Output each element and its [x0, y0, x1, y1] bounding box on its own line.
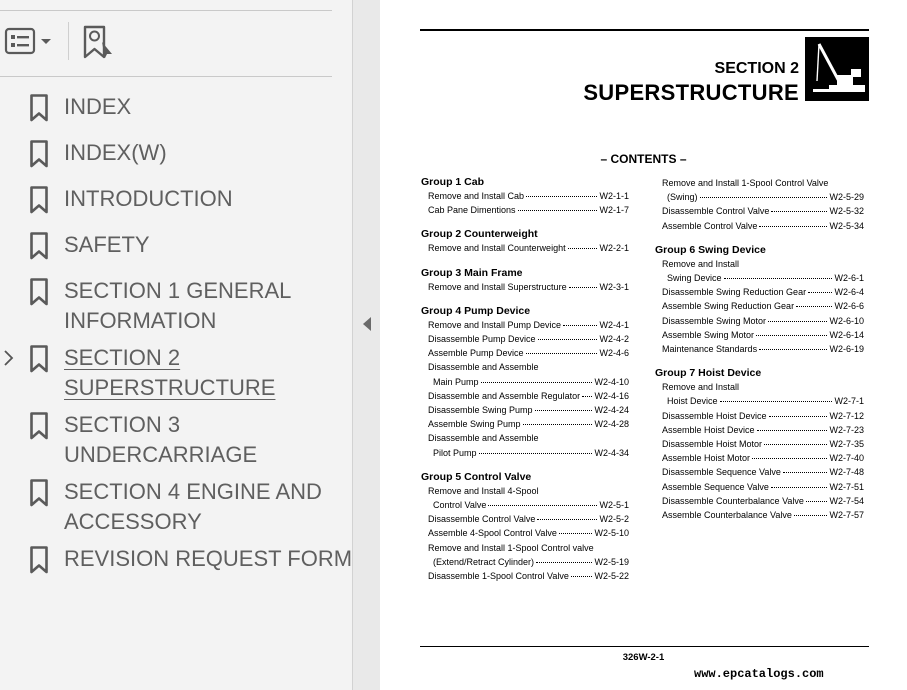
contents-entry-title: Assemble Counterbalance Valve: [662, 510, 792, 521]
contents-entry-title: Disassemble and Assemble: [428, 362, 539, 373]
footer-rule: [420, 646, 869, 647]
contents-entry[interactable]: [421, 431, 629, 445]
dot-leader: [571, 576, 593, 577]
dot-leader: [759, 349, 827, 350]
contents-entry-title: Disassemble Hoist Motor: [662, 439, 763, 450]
contents-entry-page: W2-7-51: [829, 481, 864, 492]
contents-entry[interactable]: [421, 318, 629, 332]
contents-entry[interactable]: [655, 465, 864, 479]
contents-entry-page: W2-1-7: [599, 205, 629, 216]
contents-entry-title: Disassemble Pump Device: [428, 334, 536, 345]
contents-entry-page: W2-5-34: [829, 220, 864, 231]
contents-entry[interactable]: [655, 299, 864, 313]
contents-entry-page: W2-7-23: [829, 424, 864, 435]
contents-left-column: [421, 175, 629, 583]
contents-entry[interactable]: [421, 569, 629, 583]
panel-splitter[interactable]: [352, 0, 380, 690]
contents-entry-page: W2-4-2: [599, 334, 629, 345]
bookmark-label: INDEX: [64, 94, 132, 119]
contents-entry-page: W2-6-10: [829, 315, 864, 326]
contents-entry-title: Remove and Install Superstructure: [428, 281, 567, 292]
contents-entry-title: Remove and Install Cab: [428, 191, 525, 201]
contents-entry[interactable]: [655, 437, 864, 451]
contents-entry-title: Disassemble Swing Motor: [662, 315, 767, 326]
bookmark-options-icon: [4, 26, 56, 61]
contents-entry-title: Assemble Hoist Motor: [662, 453, 751, 464]
dot-leader: [771, 211, 827, 212]
watermark: www.epcatalogs.com: [694, 667, 824, 681]
contents-entry[interactable]: [421, 417, 629, 431]
contents-entry-page: W2-6-4: [834, 287, 864, 298]
contents-entry-title: Assemble Swing Motor: [662, 329, 755, 340]
bookmark-icon: [29, 140, 49, 173]
contents-entry-title: Disassemble 1-Spool Control Valve: [428, 571, 569, 582]
contents-entry-title: Assemble Swing Pump: [428, 419, 521, 430]
contents-entry[interactable]: [421, 526, 629, 540]
contents-entry-page: W2-7-54: [829, 495, 864, 506]
dot-leader: [796, 306, 832, 307]
contents-entry-page: W2-6-6: [834, 301, 864, 312]
contents-entry[interactable]: [421, 484, 629, 498]
contents-entry-title: Control Valve: [433, 500, 487, 511]
contents-entry-title: Disassemble Control Valve: [662, 206, 770, 217]
contents-entry-title: Assemble Sequence Valve: [662, 481, 769, 492]
contents-entry[interactable]: [421, 203, 629, 217]
page-number: 326W-2-1: [622, 652, 665, 663]
contents-entry-title: Swing Device: [667, 273, 722, 284]
dot-leader: [568, 248, 598, 249]
contents-entry-title: Remove and Install 1-Spool Control Valve: [662, 178, 829, 188]
dot-leader: [488, 505, 597, 506]
dot-leader: [523, 424, 593, 425]
panel-divider: [0, 10, 332, 11]
dot-leader: [569, 287, 598, 288]
dot-leader: [537, 519, 597, 520]
contents-entry-title: Assemble Swing Reduction Gear: [662, 301, 795, 312]
contents-entry-page: W2-5-10: [594, 528, 629, 539]
section-number: SECTION 2: [714, 60, 799, 77]
contents-entry[interactable]: [655, 314, 864, 328]
contents-entry-page: W2-3-1: [599, 281, 629, 292]
contents-entry-page: W2-4-16: [594, 390, 629, 401]
contents-entry-title: Maintenance Standards: [662, 344, 758, 355]
contents-entry-title: Disassemble and Assemble: [428, 433, 539, 444]
dot-leader: [724, 278, 833, 279]
bookmark-icon: [29, 94, 49, 127]
contents-entry[interactable]: [421, 346, 629, 360]
contents-entry-title: Remove and Install 4-Spool: [428, 485, 539, 496]
contents-entry[interactable]: [655, 285, 864, 299]
bookmark-label: SUPERSTRUCTURE: [64, 375, 276, 400]
dot-leader: [771, 487, 828, 488]
contents-entry[interactable]: [655, 423, 864, 437]
contents-entry-title: Disassemble Control Valve: [428, 514, 536, 525]
dot-leader: [720, 401, 833, 402]
dot-leader: [768, 321, 827, 322]
contents-group-heading: Group 2 Counterweight: [421, 228, 538, 241]
dot-leader: [783, 472, 828, 473]
dot-leader: [563, 325, 597, 326]
dot-leader: [756, 335, 827, 336]
bookmark-options-button[interactable]: [4, 28, 56, 58]
contents-entry-title: Main Pump: [433, 376, 479, 387]
contents-right-column: [655, 176, 864, 522]
contents-entry-title: Disassemble Swing Reduction Gear: [662, 287, 807, 298]
contents-entry-title: (Extend/Retract Cylinder): [433, 556, 535, 567]
contents-entry[interactable]: [655, 219, 864, 233]
contents-entry[interactable]: [421, 389, 629, 403]
dot-leader: [526, 196, 597, 197]
dot-leader: [752, 458, 827, 459]
contents-entry-page: W2-4-28: [594, 419, 629, 430]
contents-entry-page: W2-7-35: [829, 439, 864, 450]
contents-entry[interactable]: [655, 257, 864, 271]
contents-entry-page: W2-7-48: [829, 467, 864, 478]
contents-entry-title: Disassemble Hoist Device: [662, 410, 767, 421]
dot-leader: [582, 396, 592, 397]
contents-group-heading: Group 7 Hoist Device: [655, 367, 762, 380]
contents-entry-page: W2-6-1: [834, 273, 864, 284]
collapse-panel-icon[interactable]: [361, 316, 373, 337]
dot-leader: [764, 444, 827, 445]
bookmark-label: SECTION 3: [64, 412, 181, 437]
contents-entry[interactable]: [655, 204, 864, 218]
contents-entry[interactable]: [655, 190, 864, 204]
contents-entry-page: W2-4-24: [594, 405, 629, 416]
bookmark-label: UNDERCARRIAGE: [64, 442, 258, 467]
contents-group-heading: Group 6 Swing Device: [655, 243, 766, 256]
find-bookmark-button[interactable]: [80, 25, 118, 66]
contents-entry-page: W2-4-34: [594, 447, 629, 458]
contents-entry[interactable]: [655, 271, 864, 285]
contents-entry-title: Disassemble Sequence Valve: [662, 467, 781, 478]
contents-entry-page: W2-6-14: [829, 329, 864, 340]
contents-entry-title: Pilot Pump: [433, 447, 477, 458]
find-bookmark-icon: [80, 25, 118, 66]
dot-leader: [518, 210, 598, 211]
contents-entry[interactable]: [421, 512, 629, 526]
contents-entry-title: Cab Pane Dimentions: [428, 205, 516, 216]
dot-leader: [806, 501, 828, 502]
contents-entry[interactable]: [655, 480, 864, 494]
contents-entry[interactable]: [421, 555, 629, 569]
dot-leader: [808, 292, 832, 293]
contents-entry-page: W2-5-2: [599, 514, 629, 525]
bookmark-label: SECTION 4 ENGINE AND: [64, 479, 322, 504]
bookmark-label: SAFETY: [64, 232, 150, 257]
contents-entry[interactable]: [655, 380, 864, 394]
contents-entry[interactable]: [655, 342, 864, 356]
contents-entry-title: Remove and Install 1-Spool Control valve: [428, 542, 594, 553]
contents-entry-title: Assemble Hoist Device: [662, 424, 755, 435]
contents-entry-page: W2-1-1: [599, 191, 629, 201]
contents-entry-title: Assemble Control Valve: [662, 220, 758, 231]
contents-entry-title: Remove and Install: [662, 258, 740, 269]
contents-entry[interactable]: [655, 508, 864, 522]
contents-entry-page: W2-5-22: [594, 571, 629, 582]
dot-leader: [559, 533, 593, 534]
contents-entry[interactable]: [421, 446, 629, 460]
bookmark-label: INTRODUCTION: [64, 186, 233, 211]
bookmark-label: SECTION 1 GENERAL: [64, 278, 292, 303]
contents-entry-title: Assemble 4-Spool Control Valve: [428, 528, 557, 539]
contents-group-heading: Group 3 Main Frame: [421, 266, 523, 279]
chevron-right-icon[interactable]: [2, 349, 14, 372]
dot-leader: [479, 453, 593, 454]
contents-entry[interactable]: [421, 280, 629, 294]
contents-group-heading: Group 4 Pump Device: [421, 304, 531, 317]
contents-entry-page: W2-5-1: [599, 500, 629, 511]
contents-entry-page: W2-2-1: [599, 243, 629, 254]
toolbar-separator: [68, 22, 69, 60]
contents-entry[interactable]: [421, 403, 629, 417]
dot-leader: [481, 382, 593, 383]
contents-entry-page: W2-5-19: [594, 556, 629, 567]
contents-entry-page: W2-7-12: [829, 410, 864, 421]
dot-leader: [526, 353, 598, 354]
contents-entry-title: Remove and Install: [662, 382, 740, 393]
contents-entry-title: Disassemble and Assemble Regulator: [428, 390, 581, 401]
contents-entry-title: Hoist Device: [667, 396, 718, 407]
contents-entry[interactable]: [655, 394, 864, 408]
bookmark-icon: [29, 278, 49, 311]
section-title: SUPERSTRUCTURE: [583, 80, 799, 105]
contents-entry[interactable]: [421, 360, 629, 374]
contents-entry[interactable]: [655, 494, 864, 508]
contents-entry[interactable]: [655, 409, 864, 423]
contents-entry-page: W2-7-40: [829, 453, 864, 464]
contents-entry-title: (Swing): [667, 192, 698, 203]
bookmark-label: ACCESSORY: [64, 509, 202, 534]
dot-leader: [759, 226, 827, 227]
dot-leader: [535, 410, 593, 411]
contents-entry-title: Disassemble Counterbalance Valve: [662, 495, 804, 506]
dot-leader: [794, 515, 828, 516]
bookmark-label: REVISION REQUEST FORM: [64, 546, 353, 571]
contents-entry-title: Disassemble Swing Pump: [428, 405, 533, 416]
dot-leader: [769, 416, 828, 417]
crane-logo: [805, 37, 869, 101]
bookmark-label: INDEX(W): [64, 140, 167, 165]
dot-leader: [757, 430, 828, 431]
dot-leader: [538, 339, 598, 340]
contents-entry-title: Assemble Pump Device: [428, 348, 524, 359]
contents-entry[interactable]: [655, 451, 864, 465]
contents-entry-page: W2-7-57: [829, 510, 864, 521]
header-rule: [420, 29, 869, 31]
contents-heading: – CONTENTS –: [600, 152, 687, 166]
bookmarks-panel: [0, 0, 352, 690]
contents-entry-page: W2-5-32: [829, 206, 864, 217]
bookmark-label: SECTION 2: [64, 345, 181, 370]
contents-entry-page: W2-7-1: [834, 396, 864, 407]
contents-entry[interactable]: [421, 541, 629, 555]
contents-entry[interactable]: [655, 328, 864, 342]
contents-group-heading: Group 5 Control Valve: [421, 470, 532, 483]
contents-entry-page: W2-4-1: [599, 319, 629, 330]
contents-entry-page: W2-4-10: [594, 376, 629, 387]
document-page: [380, 0, 907, 690]
bookmark-icon: [29, 232, 49, 265]
contents-entry[interactable]: [421, 332, 629, 346]
contents-entry[interactable]: [421, 241, 629, 255]
panel-divider: [0, 76, 332, 77]
bookmark-label: INFORMATION: [64, 308, 217, 333]
dot-leader: [700, 197, 828, 198]
bookmark-icon: [29, 345, 49, 378]
contents-entry-title: Remove and Install Counterweight: [428, 243, 566, 254]
bookmark-icon: [29, 412, 49, 445]
contents-entry-page: W2-6-19: [829, 344, 864, 355]
bookmark-icon: [29, 546, 49, 579]
contents-entry[interactable]: [421, 189, 629, 203]
contents-group-heading: Group 1 Cab: [421, 176, 485, 188]
contents-entry-page: W2-4-6: [599, 348, 629, 359]
contents-entry-page: W2-5-29: [829, 192, 864, 203]
contents-entry-title: Remove and Install Pump Device: [428, 319, 562, 330]
contents-entry[interactable]: [421, 498, 629, 512]
contents-entry[interactable]: [655, 176, 864, 190]
bookmark-icon: [29, 186, 49, 219]
bookmark-icon: [29, 479, 49, 512]
contents-entry[interactable]: [421, 375, 629, 389]
dot-leader: [536, 562, 592, 563]
